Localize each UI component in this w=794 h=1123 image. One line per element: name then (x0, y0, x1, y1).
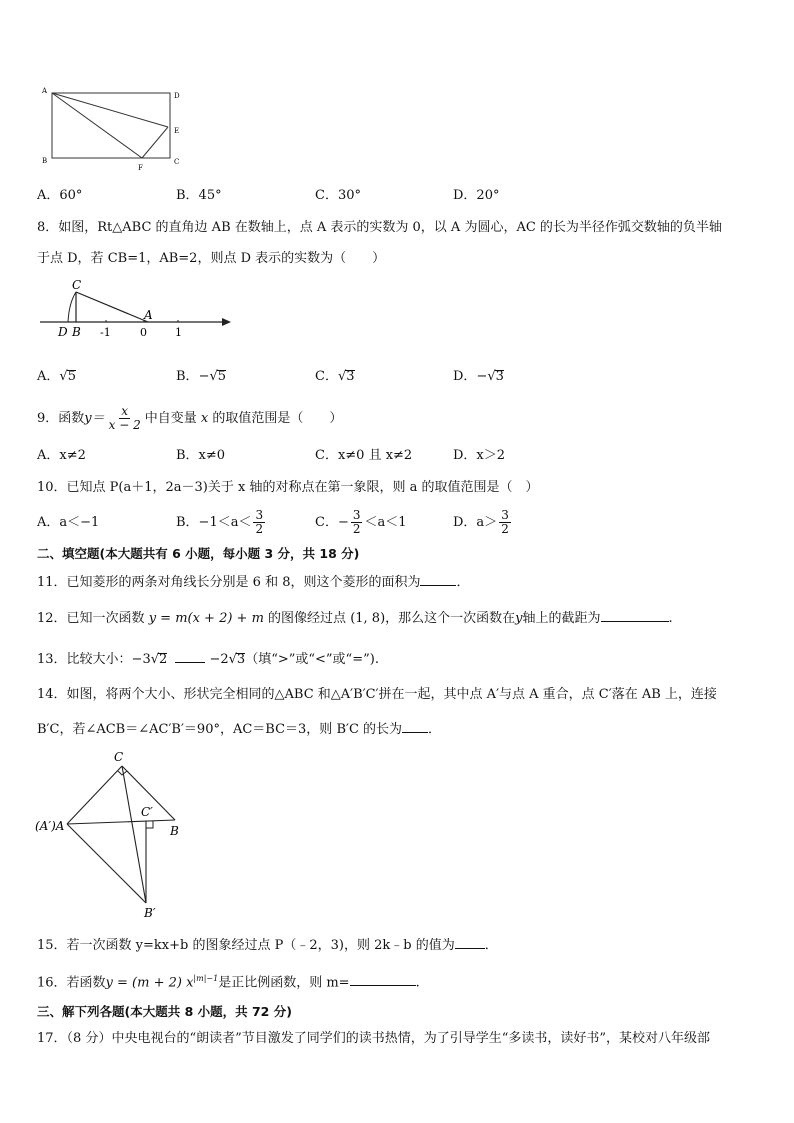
q14-triangles-figure (34, 744, 204, 922)
q16: 16．若函数y = (m + 2) $x^{|m|-1}$是正比例函数，则 m= . (37, 974, 420, 991)
q9-option-c: C．x≠0 且 x≠2 (315, 448, 413, 463)
tick-label-0: 0 (140, 326, 147, 339)
q8-option-b: B．−√5 (176, 369, 227, 384)
q16-answer-blank[interactable] (350, 972, 416, 986)
label-c: C (114, 750, 124, 764)
rectangle-abcd (52, 93, 170, 158)
q8-stem-line2: 于点 D，若 CB=1，AB=2，则点 D 表示的实数为（ ） (37, 251, 386, 266)
label-c-prime: C′ (141, 805, 153, 819)
q10-option-b: B．−1＜a＜ $\frac{3}{2}$ (176, 508, 264, 536)
label-d: D (58, 325, 68, 339)
q9-option-a: A．x≠2 (37, 448, 86, 463)
q8-option-a: A．√5 (37, 369, 76, 384)
label-c: C (174, 158, 180, 166)
label-a: (A′)A (35, 819, 65, 833)
q7-option-b: B．45° (176, 188, 222, 203)
q14-stem-line1: 14．如图，将两个大小、形状完全相同的△ABC 和△A′B′C′拼在一起，其中点 A′与点 A 重合，点 C′落在 AB 上，连接 (37, 687, 717, 702)
label-e: E (174, 127, 180, 135)
tick-label-1: 1 (175, 326, 182, 339)
q9-option-d: D．x＞2 (453, 448, 506, 463)
q14-stem-line2: B′C，若∠ACB＝∠AC′B′＝90°，AC＝BC＝3，则 B′C 的长为 ． (37, 719, 441, 739)
q10-stem: 10．已知点 P(a＋1，2a－3)关于 x 轴的对称点在第一象限，则 a 的取值范围是（ ） (37, 480, 539, 495)
tick-label-neg1: -1 (100, 326, 111, 339)
q10-option-a: A．a＜−1 (37, 515, 100, 530)
q7-option-a: A．60° (37, 188, 83, 203)
q8-option-d: D．−√3 (453, 369, 504, 384)
q9-stem: 9．函数y＝ $\frac{x}{x - 2}$ 中自变量 x 的取值范围是（ ） (37, 404, 343, 432)
q7-option-d: D．20° (453, 188, 500, 203)
q15: 15．若一次函数 y=kx+b 的图象经过点 P（﹣2，3)，则 2k﹣b 的值为 ． (37, 935, 498, 955)
q9-fraction: $\frac{x}{x - 2}$ (108, 404, 141, 432)
axis-arrow-icon (222, 318, 231, 326)
label-b: B (42, 157, 48, 165)
q17-stem: 17．（8 分）中央电视台的“朗读者”节目激发了同学们的读书热情，为了引导学生“多读书，读好书”，某校对八年级部 (37, 1031, 711, 1046)
q11: 11．已知菱形的两条对角线长分别是 6 和 8，则这个菱形的面积为 ． (37, 572, 470, 592)
section-heading-solve: 三、解下列各题(本大题共 8 小题，共 72 分) (37, 1004, 292, 1019)
q10-option-c: C．− $\frac{3}{2}$ ＜a＜1 (315, 508, 407, 536)
segment-ac (67, 766, 122, 824)
q15-answer-blank[interactable] (455, 935, 485, 949)
label-d: D (174, 92, 180, 100)
segment-af (52, 93, 142, 158)
label-b: B (72, 325, 81, 339)
label-f: F (138, 164, 143, 172)
q14-answer-blank[interactable] (402, 719, 428, 733)
label-a: A (42, 87, 48, 95)
label-c: C (72, 278, 82, 292)
q8-number-line-figure (36, 276, 236, 342)
q9-option-b: B．x≠0 (176, 448, 226, 463)
q13: 13．比较大小：−3√2 −2√3（填“>”或“<”或“=”). (37, 649, 379, 669)
label-a: A (144, 308, 153, 322)
q13-answer-blank[interactable] (175, 649, 205, 663)
q12-answer-blank[interactable] (601, 608, 669, 622)
q10-option-d: D．a＞ $\frac{3}{2}$ (453, 508, 509, 536)
segment-ab (67, 820, 175, 824)
segment-fe (142, 127, 168, 158)
arc-cd (68, 292, 76, 322)
q8-option-c: C．√3 (315, 369, 355, 384)
section-heading-fill-in: 二、填空题(本大题共有 6 小题，每小题 3 分，共 18 分) (37, 546, 360, 561)
q11-answer-blank[interactable] (420, 572, 456, 586)
segment-ae (52, 93, 168, 127)
label-b-prime: B′ (144, 906, 156, 920)
segment-ca (76, 292, 148, 322)
right-angle-mark-c-prime (146, 821, 153, 828)
q7-figure (38, 84, 188, 174)
q12: 12．已知一次函数 y = m(x + 2) + m 的图像经过点 (1, 8)，那么这个一次函数在y轴上的截距为 . (37, 608, 673, 628)
label-b: B (170, 824, 179, 838)
q8-stem-line1: 8．如图，Rt△ABC 的直角边 AB 在数轴上，点 A 表示的实数为 0，以 A 为圆心，AC 的长为半径作弧交数轴的负半轴 (37, 220, 722, 235)
q7-option-c: C．30° (315, 188, 361, 203)
